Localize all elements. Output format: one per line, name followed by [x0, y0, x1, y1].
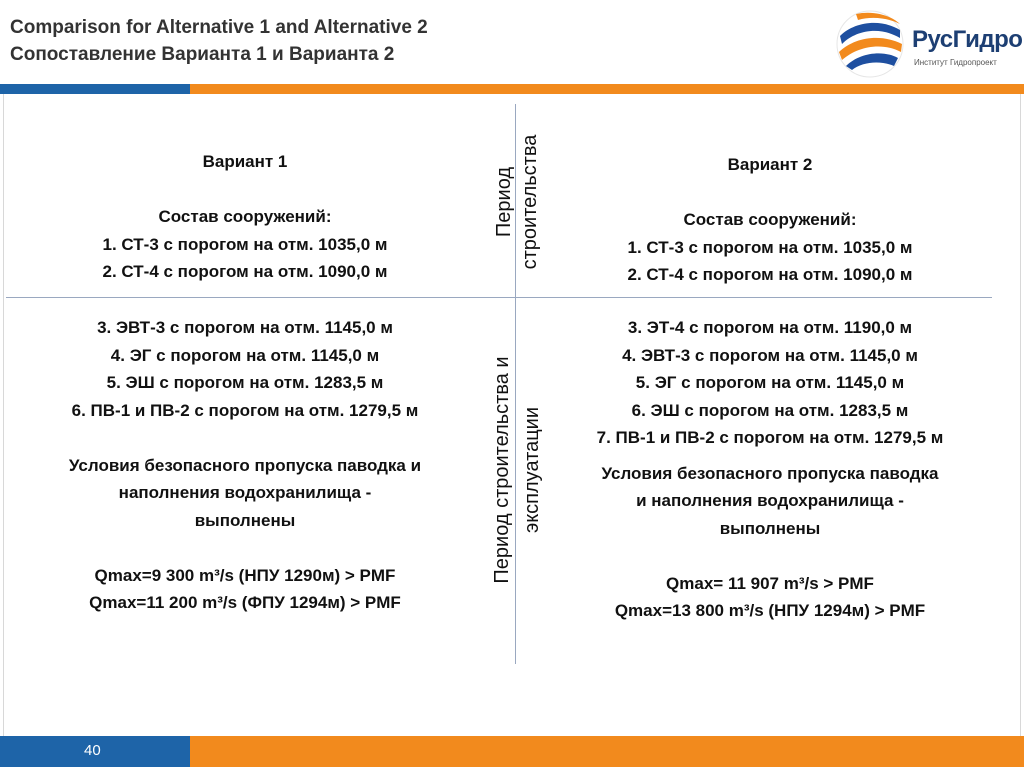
variant-1-structures-title: Состав сооружений: [158, 207, 332, 226]
logo-name: РусГидро [912, 26, 1023, 53]
variant-2-heading: Вариант 2 [727, 155, 813, 174]
rushydro-logo [832, 6, 1024, 84]
variant-1-conditions: выполнены [194, 510, 296, 530]
variant-2-item: 4. ЭВТ-3 с порогом на отм. 1145,0 м [622, 345, 918, 365]
title-english: Comparison for Alternative 1 and Alternative 2 [10, 17, 428, 38]
variant-2-item: 5. ЭГ с порогом на отм. 1145,0 м [635, 373, 905, 392]
variant-2-item: 1. СТ-3 с порогом на отм. 1035,0 м [627, 237, 913, 257]
variant-1-operation [0, 314, 490, 617]
operation-period-label [487, 320, 547, 620]
variant-1-item: 3. ЭВТ-3 с порогом на отм. 1145,0 м [97, 318, 393, 337]
variant-2-conditions: и наполнения водохранилища - [636, 491, 904, 510]
variant-1-item: 1. СТ-3 с порогом на отм. 1035,0 м [102, 234, 388, 254]
variant-2-structures-title: Состав сооружений: [683, 210, 857, 229]
operation-period-line-2: эксплуатации [521, 407, 543, 533]
page-number: 40 [84, 742, 101, 759]
variant-2-item: 6. ЭШ с порогом на отм. 1283,5 м [631, 400, 909, 420]
band-orange-segment [190, 84, 1024, 94]
title-russian: Сопоставление Варианта 1 и Варианта 2 [10, 44, 395, 65]
variant-2-item: 3. ЭТ-4 с порогом на отм. 1190,0 м [627, 318, 913, 337]
construction-period-line-2: строительства [519, 134, 541, 270]
variant-2-item: 7. ПВ-1 и ПВ-2 с порогом на отм. 1279,5 м [596, 428, 944, 447]
variant-1-construction [0, 148, 490, 286]
variant-1-qmax: Qmax=9 300 m³/s (НПУ 1290м) > PMF [94, 565, 396, 585]
variant-1-conditions: Условия безопасного пропуска паводка и [68, 455, 422, 475]
header-divider-band [0, 84, 1024, 94]
footer-blue-segment [0, 736, 190, 767]
variant-1-item: 2. СТ-4 с порогом на отм. 1090,0 м [102, 262, 388, 281]
variant-1-item: 6. ПВ-1 и ПВ-2 с порогом на отм. 1279,5 м [71, 400, 419, 420]
slide-title [10, 14, 428, 68]
variant-2-conditions: выполнены [719, 518, 821, 538]
horizontal-divider [6, 297, 992, 298]
variant-1-conditions: наполнения водохранилища - [118, 483, 372, 502]
variant-1-item: 4. ЭГ с порогом на отм. 1145,0 м [110, 345, 380, 365]
variant-2-item: 2. СТ-4 с порогом на отм. 1090,0 м [627, 265, 913, 284]
construction-period-line-1: Период [493, 166, 515, 238]
variant-2-conditions: Условия безопасного пропуска паводка [601, 463, 939, 483]
band-blue-segment [0, 84, 190, 94]
footer-orange-segment [190, 736, 1024, 767]
footer-band [0, 736, 1024, 767]
variant-2-construction [520, 151, 1020, 289]
construction-period-label [491, 122, 543, 282]
variant-2-qmax: Qmax= 11 907 m³/s > PMF [666, 573, 874, 593]
globe-logo-icon [834, 8, 906, 80]
variant-1-item: 5. ЭШ с порогом на отм. 1283,5 м [106, 373, 384, 392]
operation-period-line-1: Период строительства и [491, 356, 513, 584]
variant-1-heading: Вариант 1 [202, 152, 288, 171]
variant-2-operation [520, 314, 1020, 625]
logo-subtitle: Институт Гидропроект [914, 58, 997, 67]
variant-1-qmax: Qmax=11 200 m³/s (ФПУ 1294м) > PMF [89, 593, 401, 612]
variant-2-qmax: Qmax=13 800 m³/s (НПУ 1294м) > PMF [614, 601, 926, 620]
